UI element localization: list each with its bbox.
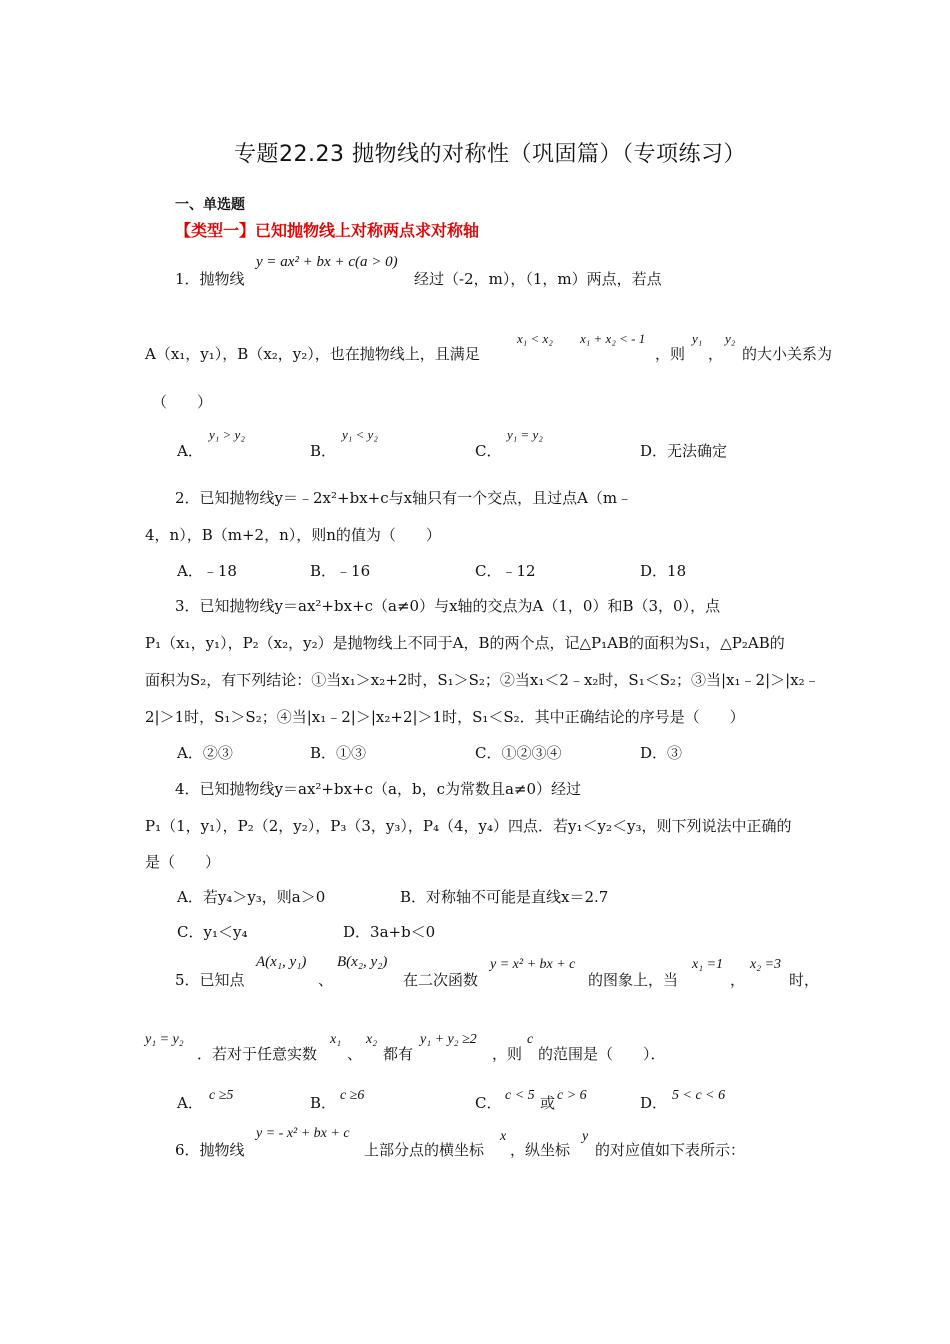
q1-cond1: x₁ < x₂ <box>517 331 553 346</box>
q3-option-b: B．①③ <box>310 744 367 762</box>
q5-x1-value: x₁ =1 <box>692 957 724 972</box>
q3-line1: 3．已知抛物线y＝ax²+bx+c（a≠0）与x轴的交点为A（1，0）和B（3，0），点 <box>175 597 721 615</box>
q5-sep2: 、 <box>347 1045 363 1063</box>
q1-y1: y₁ <box>692 331 703 346</box>
q5-option-d-math: 5 < c < 6 <box>672 1088 726 1103</box>
q6-line1-b: 上部分点的横坐标 <box>364 1141 485 1159</box>
q6-line1-c: ，纵坐标 <box>510 1141 571 1159</box>
q5-x2-value: x₂ =3 <box>750 957 782 972</box>
q4-option-a: A．若y₄＞y₃，则a＞0 <box>177 888 326 906</box>
q5-function: y = x² + bx + c <box>490 957 576 972</box>
q1-line3: （ ） <box>152 393 213 411</box>
q6-line1-a: 6．抛物线 <box>175 1141 245 1159</box>
q1-option-c: C． <box>475 442 502 460</box>
q1-formula: y = ax² + bx + c(a > 0) <box>256 254 398 270</box>
q4-line3: 是（ ） <box>145 853 221 871</box>
q1-line2-c: 的大小关系为 <box>742 345 833 363</box>
q1-option-a: A． <box>177 442 203 460</box>
q5-option-b-math: c ≥6 <box>340 1088 365 1103</box>
q4-option-c: C．y₁＜y₄ <box>177 923 248 941</box>
q1-line2-a: A（x₁，y₁），B（x₂，y₂），也在抛物线上，且满足 <box>145 345 480 363</box>
q1-y2: y₂ <box>725 331 736 346</box>
q5-option-c: C． <box>475 1094 502 1112</box>
q4-option-b: B．对称轴不可能是直线x＝2.7 <box>400 888 609 906</box>
q1-line1-b: 经过（-2，m），（1，m）两点，若点 <box>414 270 662 288</box>
q3-option-a: A．②③ <box>177 744 233 762</box>
q2-option-c: C．﹣12 <box>475 562 536 580</box>
q5-inequality: y₁ + y₂ ≥2 <box>420 1032 477 1047</box>
q4-line1: 4．已知抛物线y＝ax²+bx+c（a，b，c为常数且a≠0）经过 <box>175 780 582 798</box>
q2-option-a: A．﹣18 <box>177 562 237 580</box>
q3-option-d: D．③ <box>640 744 683 762</box>
q5-option-b: B． <box>310 1094 337 1112</box>
q5-line1-a: 5．已知点 <box>175 971 245 989</box>
q6-line1-d: 的对应值如下表所示： <box>595 1141 746 1159</box>
q5-option-a-math: c ≥5 <box>209 1088 234 1103</box>
q3-line4: 2|＞1时，S₁＞S₂；④当|x₁﹣2|＞|x₂+2|＞1时，S₁＜S₂．其中正确结论的序号是（ ） <box>145 708 745 726</box>
q5-x1: x₁ <box>330 1032 342 1047</box>
page-title: 专题22.23 抛物线的对称性（巩固篇）（专项练习） <box>234 142 746 167</box>
q5-line2-b: 都有 <box>383 1045 414 1063</box>
q6-x: x <box>500 1129 507 1144</box>
section-heading: 一、单选题 <box>175 197 245 213</box>
q6-function: y = - x² + bx + c <box>256 1126 350 1141</box>
q5-line1-d: 时， <box>789 971 820 989</box>
q5-line1-c: 的图象上，当 <box>588 971 679 989</box>
q5-option-c-math2: c > 6 <box>557 1088 587 1103</box>
q1-line2-b: ，则 <box>655 345 686 363</box>
q1-line1-a: 1．抛物线 <box>175 270 245 288</box>
q2-line1: 2．已知抛物线y＝﹣2x²+bx+c与x轴只有一个交点，且过点A（m﹣ <box>175 489 633 507</box>
q5-c: c <box>527 1032 534 1047</box>
q1-option-d: D．无法确定 <box>640 442 728 460</box>
q5-line2-c: ，则 <box>492 1045 523 1063</box>
q5-equation: y₁ = y₂ <box>145 1032 184 1047</box>
q5-line2-a: ．若对于任意实数 <box>197 1045 318 1063</box>
q1-option-b-math: y₁ < y₂ <box>342 427 378 442</box>
q5-line2-d: 的范围是（ ）． <box>538 1045 666 1063</box>
q1-cond2: x₁ + x₂ < - 1 <box>580 331 646 346</box>
q1-comma: ， <box>708 345 724 363</box>
q5-point-b: B(x₂, y₂) <box>337 954 388 970</box>
q3-line2: P₁（x₁，y₁），P₂（x₂，y₂）是抛物线上不同于A，B的两个点，记△P₁AB的面积为S₁，△P₂AB的 <box>145 634 785 652</box>
q4-option-d: D．3a+b＜0 <box>343 923 436 941</box>
q6-y: y <box>582 1129 589 1144</box>
q5-option-c-math1: c < 5 <box>505 1088 535 1103</box>
q1-option-b: B． <box>310 442 337 460</box>
q5-option-d: D． <box>640 1094 668 1112</box>
q2-option-d: D．18 <box>640 562 687 580</box>
q5-point-a: A(x₁, y₁) <box>256 954 307 970</box>
q5-comma: ， <box>730 971 746 989</box>
q2-line2: 4，n），B（m+2，n），则n的值为（ ） <box>145 526 441 544</box>
q4-line2: P₁（1，y₁），P₂（2，y₂），P₃（3，y₃），P₄（4，y₄）四点．若y₁＜y₂＜y₃，则下列说法中正确的 <box>145 817 792 835</box>
q2-option-b: B．﹣16 <box>310 562 371 580</box>
q1-option-c-math: y₁ = y₂ <box>507 427 543 442</box>
type-heading: 【类型一】已知抛物线上对称两点求对称轴 <box>175 221 480 240</box>
q5-x2: x₂ <box>366 1032 378 1047</box>
q5-separator: 、 <box>318 971 334 989</box>
q5-option-c-or: 或 <box>540 1094 556 1112</box>
q5-line1-b: 在二次函数 <box>403 971 479 989</box>
q3-line3: 面积为S₂，有下列结论：①当x₁＞x₂+2时，S₁＞S₂；②当x₁＜2﹣x₂时，S₁＜S₂；③当|x₁﹣2|＞|x₂﹣ <box>145 671 820 689</box>
q5-option-a: A． <box>177 1094 203 1112</box>
q1-option-a-math: y₁ > y₂ <box>209 427 245 442</box>
q3-option-c: C．①②③④ <box>475 744 562 762</box>
